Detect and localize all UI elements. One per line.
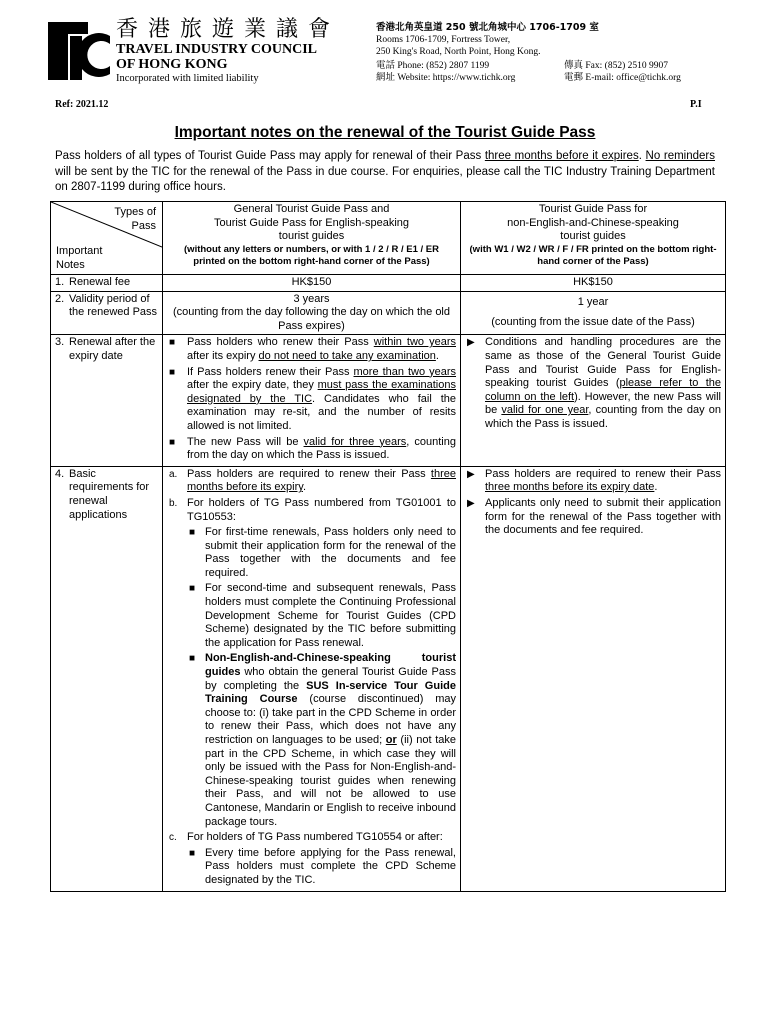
- text: .: [302, 481, 307, 494]
- corner-header-cell: [51, 202, 163, 275]
- website-label-zh: 網址: [376, 73, 396, 83]
- text: , counting from the day on which the Pass is issued.: [187, 435, 456, 462]
- non-validity: [461, 291, 726, 335]
- fax-number: Fax: (852) 2510 9907: [585, 61, 668, 71]
- text: (ii) not take part in the CPD Scheme, in which case they will only be issued with the Pass for Non-English-and-Chinese-speaking tourist guides when renewing their Pass, and will not be allowed to use Cantonese, Mandarin or English to receive inbound package tours.: [205, 734, 456, 828]
- organization-name: [116, 18, 340, 86]
- page-title: Important notes on the renewal of the Tourist Guide Pass: [174, 124, 596, 141]
- page-number: P.I: [690, 99, 702, 110]
- square-bullet-icon: ■: [189, 847, 196, 859]
- address-en-line2: 250 King's Road, North Point, Hong Kong.: [376, 47, 541, 57]
- general-validity-note: (counting from the day following the day on which the old Pass expires): [173, 306, 450, 332]
- emphasis: must pass the examinations designated by the TIC: [187, 379, 456, 405]
- list-item: [465, 497, 721, 538]
- row-label-text: Basic requirements for renewal applications: [69, 467, 150, 521]
- triangle-bullet-icon: ▶: [467, 468, 475, 480]
- text: For holders of TG Pass numbered from TG01001 to TG10553:: [187, 496, 456, 523]
- org-name-en-line2: OF HONG KONG: [116, 57, 228, 72]
- square-bullet-icon: ■: [189, 653, 196, 665]
- text: Every time before applying for the Pass renewal, Pass holders must complete the CPD Scheme designated by the TIC.: [205, 846, 456, 886]
- general-validity-period: 3 years: [293, 292, 330, 305]
- intro-text-1: Pass holders of all types of Tourist Guide Pass may apply for renewal of their Pass: [55, 150, 485, 162]
- table-row-basic-requirements: [51, 466, 726, 891]
- non-validity-note: (counting from the issue date of the Pass): [491, 315, 695, 328]
- sub-list-item: [187, 652, 456, 829]
- non-fee: HK$150: [461, 275, 726, 292]
- row-label-text: Renewal after the expiry date: [69, 336, 156, 362]
- text: ). However, the new Pass will be: [485, 390, 721, 417]
- non-expiry-notes: [461, 335, 726, 466]
- square-bullet-icon: ■: [169, 337, 176, 349]
- row-label: [51, 335, 163, 466]
- non-header-note: (with W1 / W2 / WR / F / FR printed on the bottom right-hand corner of the Pass): [469, 243, 717, 267]
- text: If Pass holders renew their Pass: [187, 365, 354, 378]
- row-number: 2.: [55, 292, 65, 305]
- text: For holders of TG Pass numbered TG10554 or after:: [187, 831, 443, 844]
- text: .: [654, 481, 658, 494]
- triangle-bullet-icon: ▶: [467, 497, 475, 509]
- row-label: [51, 275, 163, 292]
- non-header-line2: non-English-and-Chinese-speaking: [507, 216, 679, 229]
- text: . Candidates who fail the examination may re-sit, and the number of resits allowed is not limited.: [187, 392, 457, 432]
- non-validity-period: 1 year: [577, 296, 609, 309]
- address-en-line1: Rooms 1706-1709, Fortress Tower,: [376, 35, 511, 45]
- letterhead: [48, 18, 728, 90]
- general-header-line3: tourist guides: [278, 230, 345, 243]
- text: Pass holders who renew their Pass: [187, 336, 374, 349]
- sub-list-item: [187, 526, 456, 580]
- text: who obtain the general Tourist Guide Pass by completing the: [205, 666, 456, 692]
- list-item: [167, 366, 456, 434]
- general-requirements: [163, 466, 461, 891]
- address-zh: 香港北角英皇道 250 號北角城中心 1706-1709 室: [376, 22, 599, 33]
- corner-types-label: Types of Pass: [114, 206, 156, 232]
- general-header-note: (without any letters or numbers, or with 1 / 2 / R / E1 / ER printed on the bottom right-hand corner of the Pass): [184, 243, 439, 267]
- intro-paragraph: [55, 149, 715, 196]
- emphasis: three months before its expiry: [187, 467, 456, 494]
- org-name-en-line1: TRAVEL INDUSTRY COUNCIL: [116, 42, 317, 57]
- general-header-line1: General Tourist Guide Pass and: [233, 203, 390, 215]
- sub-list-item: [187, 582, 456, 650]
- general-fee: HK$150: [163, 275, 461, 292]
- text: Conditions and handling procedures are the same as those of the General Tourist Guide Pass and Tourist Guide Pass for English-speaking tourist Guides (: [485, 336, 721, 390]
- emphasis: valid for one year: [501, 404, 589, 417]
- emphasis: or: [385, 734, 397, 746]
- row-label-text: Validity period of the renewed Pass: [69, 292, 158, 319]
- item-letter: c.: [169, 832, 177, 844]
- email-link[interactable]: E-mail: office@tichk.org: [585, 73, 681, 83]
- item-letter: a.: [169, 468, 178, 480]
- emphasis: within two years: [373, 336, 456, 349]
- incorporation-note: Incorporated with limited liability: [116, 73, 259, 84]
- row-number: 4.: [55, 467, 65, 480]
- renewal-notes-table: [50, 201, 726, 892]
- org-name-zh: 香港旅遊業議會: [116, 17, 341, 42]
- row-number: 1.: [55, 276, 65, 288]
- non-header-line3: tourist guides: [560, 230, 626, 243]
- non-header-line1: Tourist Guide Pass for: [538, 203, 648, 215]
- emphasis: SUS In-service Tour Guide Training Course: [205, 679, 456, 706]
- text: Pass holders are required to renew their Pass: [187, 467, 431, 480]
- text: after the expiry date, they: [187, 379, 318, 392]
- text: Pass holders are required to renew their Pass: [485, 467, 721, 480]
- table-row-validity: [51, 291, 726, 335]
- row-label: [51, 466, 163, 891]
- emphasis: three months before its expiry date: [485, 481, 655, 494]
- square-bullet-icon: ■: [169, 366, 176, 378]
- contact-block: [376, 22, 736, 84]
- intro-text-2: .: [638, 150, 646, 162]
- text: after its expiry: [187, 349, 259, 362]
- text: (course discontinued) may choose to: (i) take part in the CPD Scheme in order to renew their Pass, which does not have any restriction on languages to be used;: [205, 693, 456, 746]
- table-header-row: [51, 202, 726, 275]
- text: For second-time and subsequent renewals, Pass holders must complete the Continuing Professional Development Scheme for Tourist Guides (CPD Scheme) designated by the TIC before submitting the application for Pass renewal.: [205, 582, 456, 649]
- intro-emphasis-2: No reminders: [645, 150, 716, 162]
- emphasis: Non-English-and-Chinese-speaking tourist guides: [205, 652, 456, 679]
- list-item: [167, 468, 456, 495]
- text: Applicants only need to submit their application form for the renewal of the Pass together with the documents and fee required.: [485, 496, 721, 537]
- list-item: [465, 468, 721, 495]
- column-header-general: [163, 202, 461, 275]
- emphasis: do not need to take any examination: [258, 349, 436, 362]
- text: For first-time renewals, Pass holders only need to submit their application form for the renewal of the Pass together with the documents and fee required.: [205, 526, 456, 579]
- corner-notes-label: Important Notes: [56, 245, 103, 271]
- sub-list-item: [187, 847, 456, 888]
- text: , counting from the day on which the Pass is issued.: [485, 404, 722, 430]
- text: The new Pass will be: [187, 435, 304, 448]
- general-validity: [163, 291, 461, 335]
- square-bullet-icon: ■: [189, 527, 196, 539]
- tic-logo: [48, 22, 110, 80]
- general-expiry-notes: [163, 335, 461, 466]
- list-item: [167, 336, 456, 363]
- table-row-renewal-fee: [51, 275, 726, 292]
- general-header-line2: Tourist Guide Pass for English-speaking: [213, 216, 410, 229]
- emphasis: valid for three years: [303, 435, 407, 448]
- intro-text-3: will be sent by the TIC for the renewal of the Pass in due course. For enquiries, please call the TIC Industry Training Department on 2807-1199 during office hours.: [55, 165, 715, 193]
- list-item: [167, 497, 456, 829]
- row-label-text: Renewal fee: [69, 276, 131, 288]
- table-row-renewal-after-expiry: [51, 335, 726, 466]
- fax-label-zh: 傳真: [564, 61, 584, 71]
- list-item: [465, 336, 721, 431]
- list-item: [167, 831, 456, 887]
- phone-label-zh: 電話: [376, 61, 396, 71]
- column-header-non-english: [461, 202, 726, 275]
- phone-number: Phone: (852) 2807 1199: [397, 61, 490, 71]
- square-bullet-icon: ■: [189, 583, 196, 595]
- website-link[interactable]: Website: https://www.tichk.org: [397, 73, 516, 83]
- item-letter: b.: [169, 497, 178, 509]
- email-label-zh: 電郵: [564, 73, 584, 83]
- row-label: [51, 291, 163, 335]
- row-number: 3.: [55, 336, 65, 349]
- intro-emphasis-1: three months before it expires: [484, 150, 639, 162]
- emphasis: more than two years: [353, 365, 457, 378]
- square-bullet-icon: ■: [169, 436, 176, 448]
- reference-number: Ref: 2021.12: [55, 99, 109, 110]
- emphasis: please refer to the column on the left: [485, 377, 721, 403]
- text: .: [435, 349, 439, 362]
- non-requirements: [461, 466, 726, 891]
- triangle-bullet-icon: ▶: [467, 337, 475, 349]
- list-item: [167, 436, 456, 463]
